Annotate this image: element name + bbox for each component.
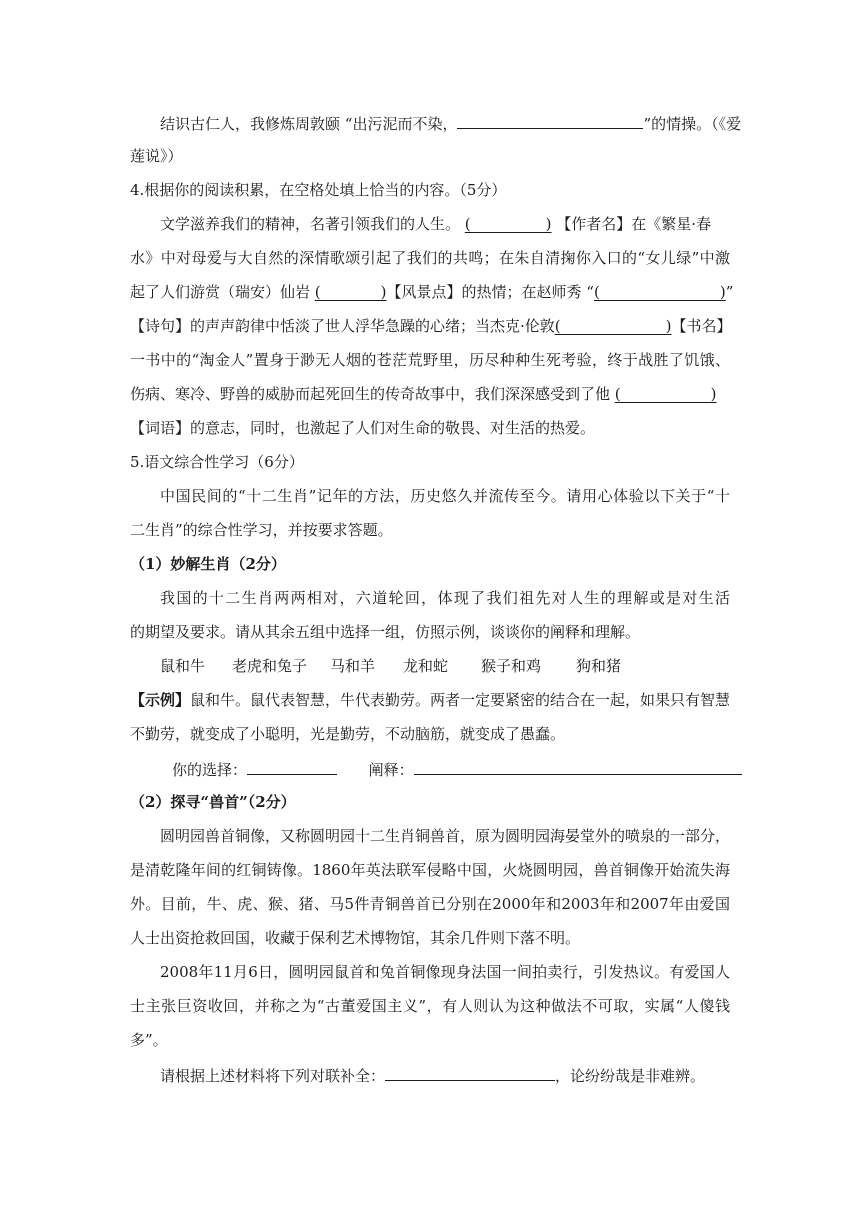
- q5-part2-line-4: 人士出资抢救回国，收藏于保利艺术博物馆，其余几件则下落不明。: [130, 929, 581, 947]
- q5-part2-line-7: 多”。: [130, 1031, 168, 1049]
- zodiac-pair: 鼠和牛: [160, 657, 206, 675]
- q5-part1-line-2: 的期望及要求。请从其余五组中选择一组，仿照示例，谈谈你的阐释和理解。: [130, 623, 641, 641]
- ailianshuo-line-cont: 莲说》）: [130, 147, 183, 165]
- q4-line-7: 【词语】的意志，同时，也激起了人们对生命的敬畏、对生活的热爱。: [130, 419, 596, 437]
- blank-scenic-spot[interactable]: ( ): [314, 283, 387, 301]
- zodiac-pair: 马和羊: [330, 657, 376, 675]
- question-4-heading: 4.根据你的阅读积累，在空格处填上恰当的内容。（5分）: [130, 181, 507, 199]
- zodiac-pairs: [160, 656, 760, 676]
- choice-input[interactable]: [247, 758, 337, 775]
- example-line-2: 不勤劳，就变成了小聪明，光是勤劳，不动脑筋，就变成了愚蠢。: [130, 725, 566, 743]
- couplet-line: 请根据上述材料将下列对联补全： ，论纷纷哉是非难辨。: [160, 1064, 760, 1086]
- couplet-input[interactable]: [385, 1064, 555, 1081]
- q4-line-6: 伤病、寒冷、野兽的威胁而起死回生的传奇故事中，我们深深感受到了他 ( ): [130, 385, 717, 403]
- q5-part2-line-2: 是清乾隆年间的红铜铸像。1860年英法联军侵略中国，火烧圆明园，兽首铜像开始流失海: [130, 861, 730, 879]
- answer-blank[interactable]: [457, 112, 643, 129]
- ailianshuo-line: 结识古仁人，我修炼周敦颐 “出污泥而不染， ”的情操。（《爱: [160, 112, 760, 134]
- zodiac-pair: 狗和猪: [576, 657, 622, 675]
- example-label: 【示例】: [130, 691, 191, 709]
- q4-line-3: 起了人们游赏（瑞安）仙岩 ( )【风景点】的热情；在赵师秀 “( )”: [130, 283, 734, 301]
- zodiac-pair: 猴子和鸡: [481, 657, 542, 675]
- choice-row: 你的选择： 阐释：: [172, 758, 772, 780]
- explanation-input[interactable]: [414, 758, 742, 775]
- q5-part2-line-6: 士主张巨资收回，并称之为“古董爱国主义”，有人则认为这种做法不可取，实属“人傻钱: [130, 997, 730, 1015]
- q5-intro-2: 二生肖”的综合性学习，并按要求答题。: [130, 521, 393, 539]
- q4-line-1: 文学滋养我们的精神，名著引领我们的人生。 ( ) 【作者名】在《繁星·春: [160, 215, 712, 233]
- blank-word[interactable]: ( ): [614, 385, 717, 403]
- q5-part2-line-5: 2008年11月6日，圆明园鼠首和兔首铜像现身法国一间拍卖行，引发热议。有爱国人: [160, 963, 730, 981]
- blank-author[interactable]: ( ): [464, 215, 552, 233]
- blank-poem[interactable]: ( ): [593, 283, 726, 301]
- example-line-1: 【示例】鼠和牛。鼠代表智慧，牛代表勤劳。两者一定要紧密的结合在一起，如果只有智慧: [130, 691, 731, 709]
- q4-line-4: 【诗句】的声声韵律中恬淡了世人浮华急躁的心绪；当杰克·伦敦( )【书名】: [130, 317, 732, 335]
- q5-part2-title: （2）探寻“兽首”（2分）: [130, 793, 296, 811]
- q4-line-2: 水》中对母爱与大自然的深情歌颂引起了我们的共鸣；在朱自清掬你入口的“女儿绿”中激: [130, 249, 730, 267]
- zodiac-pair: 龙和蛇: [403, 657, 449, 675]
- q4-line-5: 一书中的“淘金人”置身于渺无人烟的苍茫荒野里，历尽种种生死考验，终于战胜了饥饿、: [130, 351, 730, 369]
- q5-part2-line-3: 外。目前，牛、虎、猴、猪、马5件青铜兽首已分别在2000年和2003年和2007年由爱国: [130, 895, 730, 913]
- blank-book-title[interactable]: ( ): [554, 317, 672, 335]
- question-5-heading: 5.语文综合性学习（6分）: [130, 453, 304, 471]
- q5-part2-line-1: 圆明园兽首铜像，又称圆明园十二生肖铜兽首，原为圆明园海晏堂外的喷泉的一部分，: [160, 827, 731, 845]
- q5-intro-1: 中国民间的“十二生肖”记年的方法，历史悠久并流传至今。请用心体验以下关于“十: [160, 487, 730, 505]
- q5-part1-line-1: 我国的十二生肖两两相对，六道轮回，体现了我们祖先对人生的理解或是对生活: [160, 589, 730, 607]
- q5-part1-title: （1）妙解生肖（2分）: [130, 555, 286, 573]
- zodiac-pair: 老虎和兔子: [232, 657, 308, 675]
